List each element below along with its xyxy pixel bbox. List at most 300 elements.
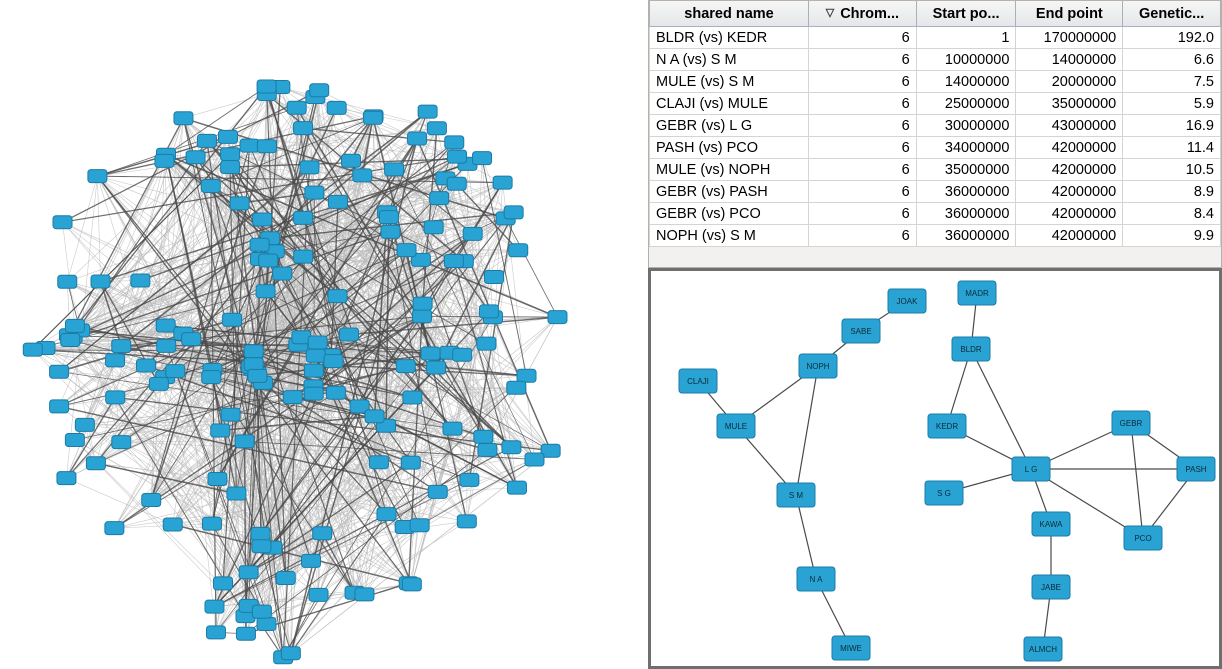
network-node[interactable] — [958, 281, 996, 305]
node-shape[interactable] — [50, 365, 69, 378]
network-node[interactable] — [443, 422, 462, 435]
network-node[interactable] — [401, 456, 420, 469]
table-row[interactable] — [650, 159, 1221, 181]
cell-start-point[interactable]: 35000000 — [916, 159, 1016, 181]
node-shape[interactable] — [106, 354, 125, 367]
node-shape[interactable] — [253, 213, 272, 226]
node-shape[interactable] — [182, 333, 201, 346]
network-node[interactable] — [221, 148, 240, 161]
column-header-end-point[interactable] — [1016, 1, 1123, 27]
node-shape[interactable] — [428, 485, 447, 498]
cell-genetic[interactable]: 192.0 — [1123, 27, 1221, 49]
network-node[interactable] — [230, 197, 249, 210]
network-node[interactable] — [50, 365, 69, 378]
cell-start-point[interactable]: 36000000 — [916, 203, 1016, 225]
node-shape[interactable] — [197, 134, 216, 147]
network-node[interactable] — [251, 527, 270, 540]
node-shape[interactable] — [463, 227, 482, 240]
node-shape[interactable] — [240, 139, 259, 152]
node-shape[interactable] — [257, 80, 276, 93]
network-node[interactable] — [952, 337, 990, 361]
node-shape[interactable] — [304, 387, 323, 400]
node-shape[interactable] — [342, 154, 361, 167]
node-shape[interactable] — [396, 360, 415, 373]
network-node[interactable] — [294, 122, 313, 135]
network-node[interactable] — [381, 225, 400, 238]
network-node[interactable] — [276, 572, 295, 585]
network-node[interactable] — [447, 177, 466, 190]
network-node[interactable] — [75, 418, 94, 431]
cell-end-point[interactable]: 14000000 — [1016, 49, 1123, 71]
node-shape[interactable] — [221, 161, 240, 174]
node-shape[interactable] — [402, 578, 421, 591]
node-shape[interactable] — [65, 319, 84, 332]
network-node[interactable] — [353, 169, 372, 182]
node-shape[interactable] — [166, 365, 185, 378]
cell-chromosome[interactable]: 6 — [809, 181, 917, 203]
node-shape[interactable] — [57, 472, 76, 485]
cell-chromosome[interactable]: 6 — [809, 49, 917, 71]
network-node[interactable] — [202, 371, 221, 384]
node-shape[interactable] — [397, 244, 416, 257]
network-node[interactable] — [202, 517, 221, 530]
node-shape[interactable] — [473, 152, 492, 165]
cell-genetic[interactable]: 8.4 — [1123, 203, 1221, 225]
node-shape[interactable] — [369, 456, 388, 469]
network-node[interactable] — [504, 206, 523, 219]
node-shape[interactable] — [201, 179, 220, 192]
network-node[interactable] — [240, 139, 259, 152]
network-node[interactable] — [1012, 457, 1050, 481]
network-node[interactable] — [888, 289, 926, 313]
network-node[interactable] — [385, 163, 404, 176]
node-shape[interactable] — [401, 456, 420, 469]
node-shape[interactable] — [58, 275, 77, 288]
network-node[interactable] — [227, 487, 246, 500]
node-shape[interactable] — [305, 186, 324, 199]
network-edge[interactable] — [971, 349, 1031, 469]
network-node[interactable] — [105, 522, 124, 535]
network-node[interactable] — [396, 360, 415, 373]
cell-chromosome[interactable]: 6 — [809, 159, 917, 181]
node-shape[interactable] — [324, 355, 343, 368]
subnetwork-canvas[interactable] — [651, 271, 1219, 666]
network-node[interactable] — [239, 566, 258, 579]
node-shape[interactable] — [50, 400, 69, 413]
network-node[interactable] — [1112, 411, 1150, 435]
network-node[interactable] — [403, 391, 422, 404]
network-node[interactable] — [474, 430, 493, 443]
network-node[interactable] — [65, 319, 84, 332]
node-shape[interactable] — [208, 473, 227, 486]
node-shape[interactable] — [365, 410, 384, 423]
network-node[interactable] — [197, 134, 216, 147]
network-node[interactable] — [57, 472, 76, 485]
node-shape[interactable] — [502, 441, 521, 454]
node-shape[interactable] — [443, 422, 462, 435]
node-shape[interactable] — [227, 487, 246, 500]
table-row[interactable] — [650, 203, 1221, 225]
table-header-row[interactable] — [650, 1, 1221, 27]
node-shape[interactable] — [507, 481, 526, 494]
node-shape[interactable] — [281, 647, 300, 660]
network-node[interactable] — [427, 361, 446, 374]
network-node[interactable] — [235, 435, 254, 448]
network-node[interactable] — [61, 334, 80, 347]
network-node[interactable] — [679, 369, 717, 393]
node-shape[interactable] — [221, 408, 240, 421]
network-node[interactable] — [453, 348, 472, 361]
node-shape[interactable] — [294, 211, 313, 224]
node-shape[interactable] — [326, 386, 345, 399]
network-node[interactable] — [355, 588, 374, 601]
network-node[interactable] — [252, 540, 271, 553]
cell-end-point[interactable]: 20000000 — [1016, 71, 1123, 93]
network-node[interactable] — [339, 328, 358, 341]
cell-end-point[interactable]: 42000000 — [1016, 203, 1123, 225]
network-node[interactable] — [112, 340, 131, 353]
network-node[interactable] — [430, 192, 449, 205]
network-node[interactable] — [149, 377, 168, 390]
node-shape[interactable] — [136, 359, 155, 372]
cell-chromosome[interactable]: 6 — [809, 93, 917, 115]
node-shape[interactable] — [430, 192, 449, 205]
network-node[interactable] — [58, 275, 77, 288]
network-node[interactable] — [156, 319, 175, 332]
network-node[interactable] — [832, 636, 870, 660]
node-shape[interactable] — [385, 163, 404, 176]
network-node[interactable] — [201, 179, 220, 192]
network-node[interactable] — [306, 349, 325, 362]
cell-shared-name[interactable]: NOPH (vs) S M — [650, 225, 809, 247]
network-node[interactable] — [418, 105, 437, 118]
node-shape[interactable] — [447, 177, 466, 190]
node-shape[interactable] — [479, 305, 498, 318]
network-node[interactable] — [221, 161, 240, 174]
cell-start-point[interactable]: 10000000 — [916, 49, 1016, 71]
cell-start-point[interactable]: 25000000 — [916, 93, 1016, 115]
node-shape[interactable] — [310, 84, 329, 97]
network-edge[interactable] — [796, 366, 818, 495]
node-shape[interactable] — [427, 122, 446, 135]
cell-chromosome[interactable]: 6 — [809, 27, 917, 49]
network-node[interactable] — [478, 443, 497, 456]
cell-end-point[interactable]: 35000000 — [1016, 93, 1123, 115]
node-shape[interactable] — [478, 443, 497, 456]
network-node[interactable] — [112, 436, 131, 449]
network-node[interactable] — [50, 400, 69, 413]
network-node[interactable] — [304, 364, 323, 377]
network-node[interactable] — [211, 424, 230, 437]
node-shape[interactable] — [444, 254, 463, 267]
network-node[interactable] — [444, 254, 463, 267]
network-node[interactable] — [65, 434, 84, 447]
node-shape[interactable] — [421, 347, 440, 360]
node-shape[interactable] — [235, 435, 254, 448]
network-node[interactable] — [294, 250, 313, 263]
network-node[interactable] — [408, 132, 427, 145]
node-shape[interactable] — [221, 148, 240, 161]
node-shape[interactable] — [202, 517, 221, 530]
network-node[interactable] — [214, 577, 233, 590]
network-node[interactable] — [413, 297, 432, 310]
cell-start-point[interactable]: 1 — [916, 27, 1016, 49]
network-node[interactable] — [300, 161, 319, 174]
node-shape[interactable] — [236, 627, 255, 640]
node-shape[interactable] — [548, 311, 567, 324]
network-node[interactable] — [294, 211, 313, 224]
cell-chromosome[interactable]: 6 — [809, 71, 917, 93]
node-shape[interactable] — [257, 140, 276, 153]
network-node[interactable] — [106, 391, 125, 404]
network-node[interactable] — [91, 275, 110, 288]
node-shape[interactable] — [408, 132, 427, 145]
network-node[interactable] — [218, 130, 237, 143]
network-node[interactable] — [257, 140, 276, 153]
network-node[interactable] — [413, 310, 432, 323]
table-row[interactable] — [650, 71, 1221, 93]
table-row[interactable] — [650, 27, 1221, 49]
network-node[interactable] — [244, 358, 263, 371]
node-shape[interactable] — [509, 244, 528, 257]
cell-genetic[interactable]: 5.9 — [1123, 93, 1221, 115]
network-node[interactable] — [308, 336, 327, 349]
node-shape[interactable] — [306, 349, 325, 362]
table-body[interactable] — [650, 27, 1221, 247]
node-shape[interactable] — [230, 197, 249, 210]
network-node[interactable] — [717, 414, 755, 438]
network-node[interactable] — [421, 347, 440, 360]
node-shape[interactable] — [218, 130, 237, 143]
network-node[interactable] — [205, 600, 224, 613]
network-node[interactable] — [548, 311, 567, 324]
node-shape[interactable] — [186, 151, 205, 164]
network-node[interactable] — [236, 627, 255, 640]
network-node[interactable] — [777, 483, 815, 507]
node-shape[interactable] — [157, 339, 176, 352]
network-node[interactable] — [302, 554, 321, 567]
network-node[interactable] — [1024, 637, 1062, 661]
node-shape[interactable] — [379, 211, 398, 224]
cell-start-point[interactable]: 14000000 — [916, 71, 1016, 93]
cell-chromosome[interactable]: 6 — [809, 203, 917, 225]
network-node[interactable] — [1124, 526, 1162, 550]
node-shape[interactable] — [86, 457, 105, 470]
node-shape[interactable] — [517, 369, 536, 382]
table-row[interactable] — [650, 93, 1221, 115]
node-shape[interactable] — [244, 358, 263, 371]
node-shape[interactable] — [273, 267, 292, 280]
cell-genetic[interactable]: 10.5 — [1123, 159, 1221, 181]
cell-genetic[interactable]: 6.6 — [1123, 49, 1221, 71]
node-shape[interactable] — [149, 377, 168, 390]
node-shape[interactable] — [252, 605, 271, 618]
network-node[interactable] — [379, 211, 398, 224]
node-shape[interactable] — [75, 418, 94, 431]
network-node[interactable] — [259, 254, 278, 267]
network-node[interactable] — [365, 410, 384, 423]
cell-shared-name[interactable]: PASH (vs) PCO — [650, 137, 809, 159]
node-shape[interactable] — [484, 270, 503, 283]
cell-start-point[interactable]: 30000000 — [916, 115, 1016, 137]
network-node[interactable] — [250, 238, 269, 251]
node-shape[interactable] — [525, 453, 544, 466]
network-node[interactable] — [166, 365, 185, 378]
network-node[interactable] — [283, 391, 302, 404]
network-node[interactable] — [328, 290, 347, 303]
network-node[interactable] — [928, 414, 966, 438]
column-header-start-point[interactable] — [916, 1, 1016, 27]
node-shape[interactable] — [256, 285, 275, 298]
column-header-chromosome[interactable] — [809, 1, 917, 27]
network-node[interactable] — [257, 617, 276, 630]
network-node[interactable] — [327, 101, 346, 114]
network-node[interactable] — [402, 578, 421, 591]
subnetwork-view[interactable] — [648, 268, 1222, 669]
network-node[interactable] — [208, 473, 227, 486]
column-header-shared-name[interactable] — [650, 1, 809, 27]
network-node[interactable] — [448, 150, 467, 163]
network-node[interactable] — [273, 267, 292, 280]
network-node[interactable] — [925, 481, 963, 505]
network-node[interactable] — [157, 339, 176, 352]
node-shape[interactable] — [363, 111, 382, 124]
network-node[interactable] — [397, 244, 416, 257]
node-shape[interactable] — [427, 361, 446, 374]
table-row[interactable] — [650, 115, 1221, 137]
node-shape[interactable] — [174, 112, 193, 125]
node-shape[interactable] — [250, 238, 269, 251]
network-node[interactable] — [502, 441, 521, 454]
node-shape[interactable] — [211, 424, 230, 437]
node-shape[interactable] — [88, 170, 107, 183]
node-shape[interactable] — [294, 122, 313, 135]
node-shape[interactable] — [424, 221, 443, 234]
network-node[interactable] — [163, 518, 182, 531]
node-shape[interactable] — [418, 105, 437, 118]
node-shape[interactable] — [294, 250, 313, 263]
node-shape[interactable] — [355, 588, 374, 601]
network-node[interactable] — [287, 101, 306, 114]
node-shape[interactable] — [300, 161, 319, 174]
node-shape[interactable] — [259, 254, 278, 267]
network-node[interactable] — [842, 319, 880, 343]
network-node[interactable] — [493, 176, 512, 189]
node-shape[interactable] — [105, 522, 124, 535]
node-shape[interactable] — [381, 225, 400, 238]
node-shape[interactable] — [339, 328, 358, 341]
node-shape[interactable] — [453, 348, 472, 361]
network-node[interactable] — [53, 216, 72, 229]
node-shape[interactable] — [202, 371, 221, 384]
network-node[interactable] — [182, 333, 201, 346]
network-node[interactable] — [256, 285, 275, 298]
node-shape[interactable] — [287, 101, 306, 114]
network-node[interactable] — [136, 359, 155, 372]
network-node[interactable] — [460, 473, 479, 486]
network-node[interactable] — [131, 274, 150, 287]
network-node[interactable] — [313, 527, 332, 540]
network-node[interactable] — [310, 84, 329, 97]
node-shape[interactable] — [112, 340, 131, 353]
cell-end-point[interactable]: 42000000 — [1016, 159, 1123, 181]
node-shape[interactable] — [156, 319, 175, 332]
network-node[interactable] — [186, 151, 205, 164]
network-node[interactable] — [221, 408, 240, 421]
node-shape[interactable] — [283, 391, 302, 404]
network-node[interactable] — [305, 186, 324, 199]
node-shape[interactable] — [460, 473, 479, 486]
node-shape[interactable] — [327, 101, 346, 114]
node-shape[interactable] — [477, 337, 496, 350]
node-shape[interactable] — [163, 518, 182, 531]
network-node[interactable] — [1177, 457, 1215, 481]
column-header-genetic[interactable] — [1123, 1, 1221, 27]
network-node[interactable] — [281, 647, 300, 660]
node-shape[interactable] — [244, 345, 263, 358]
network-node[interactable] — [463, 227, 482, 240]
node-shape[interactable] — [457, 515, 476, 528]
cell-shared-name[interactable]: CLAJI (vs) MULE — [650, 93, 809, 115]
network-node[interactable] — [155, 154, 174, 167]
network-node[interactable] — [410, 519, 429, 532]
edge-table[interactable] — [649, 1, 1221, 247]
network-node[interactable] — [142, 494, 161, 507]
cell-end-point[interactable]: 42000000 — [1016, 181, 1123, 203]
network-node[interactable] — [223, 313, 242, 326]
node-shape[interactable] — [248, 369, 267, 382]
node-shape[interactable] — [106, 391, 125, 404]
network-node[interactable] — [507, 381, 526, 394]
network-node[interactable] — [797, 567, 835, 591]
network-node[interactable] — [1032, 512, 1070, 536]
node-shape[interactable] — [353, 169, 372, 182]
table-row[interactable] — [650, 137, 1221, 159]
network-node[interactable] — [427, 122, 446, 135]
node-shape[interactable] — [53, 216, 72, 229]
node-shape[interactable] — [251, 527, 270, 540]
table-row[interactable] — [650, 225, 1221, 247]
cell-end-point[interactable]: 43000000 — [1016, 115, 1123, 137]
node-shape[interactable] — [252, 540, 271, 553]
network-node[interactable] — [23, 343, 42, 356]
node-shape[interactable] — [410, 519, 429, 532]
network-node[interactable] — [304, 387, 323, 400]
cell-end-point[interactable]: 42000000 — [1016, 137, 1123, 159]
edge-table-panel[interactable] — [648, 0, 1222, 268]
network-node[interactable] — [377, 508, 396, 521]
cell-genetic[interactable]: 9.9 — [1123, 225, 1221, 247]
cell-start-point[interactable]: 36000000 — [916, 181, 1016, 203]
node-shape[interactable] — [223, 313, 242, 326]
node-shape[interactable] — [474, 430, 493, 443]
cell-start-point[interactable]: 34000000 — [916, 137, 1016, 159]
network-edge[interactable] — [1131, 423, 1143, 538]
network-node[interactable] — [799, 354, 837, 378]
network-node[interactable] — [88, 170, 107, 183]
cell-start-point[interactable]: 36000000 — [916, 225, 1016, 247]
table-row[interactable] — [650, 49, 1221, 71]
network-node[interactable] — [424, 221, 443, 234]
cell-shared-name[interactable]: MULE (vs) S M — [650, 71, 809, 93]
node-shape[interactable] — [205, 600, 224, 613]
node-shape[interactable] — [206, 626, 225, 639]
network-node[interactable] — [507, 481, 526, 494]
network-node[interactable] — [342, 154, 361, 167]
cell-end-point[interactable]: 42000000 — [1016, 225, 1123, 247]
node-shape[interactable] — [413, 310, 432, 323]
cell-genetic[interactable]: 16.9 — [1123, 115, 1221, 137]
